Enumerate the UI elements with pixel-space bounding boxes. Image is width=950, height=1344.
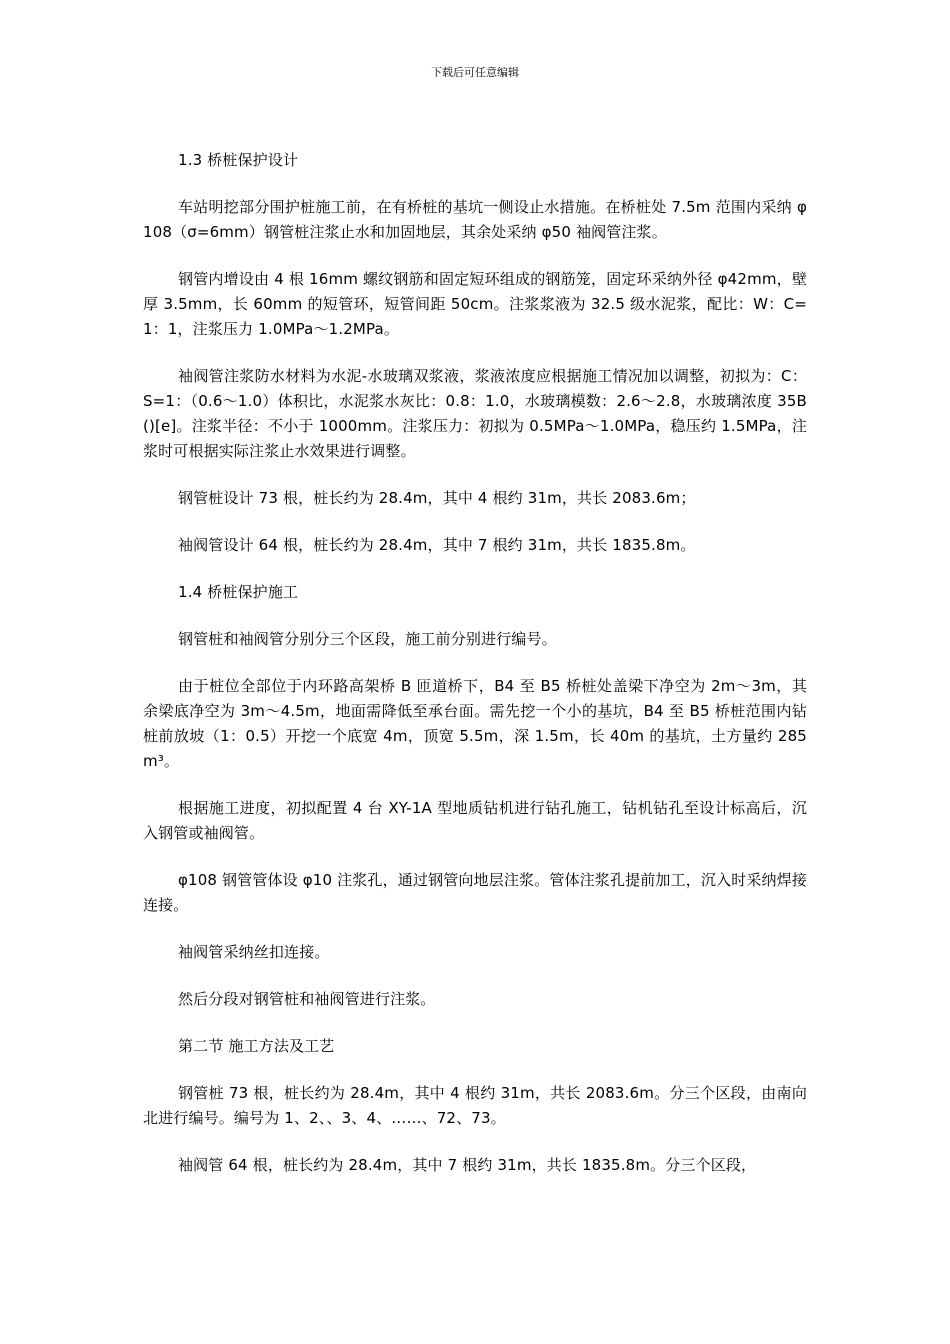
paragraph-sleeve-grouting: 袖阀管注浆防水材料为水泥-水玻璃双浆液，浆液浓度应根据施工情况加以调整，初拟为：C：S=1：（0.6～1.0）体积比，水泥浆水灰比：0.8：1.0，水玻璃模数：2.6～2.8，水玻璃浓度 35B()[e]。注浆半径：不小于 1000mm。注浆压力：初拟为 0.5MPa～1.0MPa，稳压约 1.5MPa，注浆时可根据实际注浆止水效果进行调整。: [143, 367, 807, 460]
section-heading-1-4: 1.4 桥桩保护施工: [178, 583, 299, 601]
paragraph-waterproof-measures: 车站明挖部分围护桩施工前，在有桥桩的基坑一侧设止水措施。在桥桩处 7.5m 范围内采纳 φ108（σ=6mm）钢管桩注浆止水和加固地层，其余处采纳 φ50 袖阀管注浆。: [143, 198, 807, 241]
paragraph-sleeve-pipe-sections: 袖阀管 64 根，桩长约为 28.4m，其中 7 根约 31m，共长 1835.8m。分三个区段，: [178, 1156, 757, 1174]
paragraph-sleeve-pipe-design: 袖阀管设计 64 根，桩长约为 28.4m，其中 7 根约 31m，共长 1835.8m。: [178, 536, 696, 554]
paragraph-pit-excavation: 由于桩位全部位于内环路高架桥 B 匝道桥下，B4 至 B5 桥桩处盖梁下净空为 2m～3m，其余梁底净空为 3m～4.5m，地面需降低至承台面。需先挖一个小的基坑，B4 至 B5 桥桩范围内钻桩前放坡（1：0.5）开挖一个底宽 4m，顶宽 5.5m，深 1.5m，长 40m 的基坑，土方量约 285m³。: [143, 677, 807, 770]
page-header-note: 下载后可任意编辑: [431, 66, 519, 79]
paragraph-steel-cage: 钢管内增设由 4 根 16mm 螺纹钢筋和固定短环组成的钢筋笼，固定环采纳外径 φ42mm，壁厚 3.5mm，长 60mm 的短管环，短管间距 50cm。注浆浆液为 32.5 级水泥浆，配比：W：C=1：1，注浆压力 1.0MPa～1.2MPa。: [143, 270, 807, 338]
paragraph-grouting-holes: φ108 钢管管体设 φ10 注浆孔，通过钢管向地层注浆。管体注浆孔提前加工，沉入时采纳焊接连接。: [143, 871, 807, 914]
paragraph-threaded-connection: 袖阀管采纳丝扣连接。: [178, 943, 330, 961]
paragraph-segment-grouting: 然后分段对钢管桩和袖阀管进行注浆。: [178, 990, 436, 1008]
paragraph-steel-pile-design: 钢管桩设计 73 根，桩长约为 28.4m，其中 4 根约 31m，共长 2083.6m；: [178, 489, 696, 507]
paragraph-drilling-rigs: 根据施工进度，初拟配置 4 台 XY-1A 型地质钻机进行钻孔施工，钻机钻孔至设计标高后，沉入钢管或袖阀管。: [143, 799, 807, 842]
section-heading-second: 第二节 施工方法及工艺: [178, 1037, 335, 1055]
document-body: [143, 148, 807, 1178]
section-heading-1-3: 1.3 桥桩保护设计: [178, 151, 299, 169]
paragraph-steel-pile-numbering: 钢管桩 73 根，桩长约为 28.4m，其中 4 根约 31m，共长 2083.6m。分三个区段，由南向北进行编号。编号为 1、2、、3、4、……、72、73。: [143, 1084, 807, 1127]
paragraph-sections-numbering: 钢管桩和袖阀管分别分三个区段，施工前分别进行编号。: [178, 630, 557, 648]
